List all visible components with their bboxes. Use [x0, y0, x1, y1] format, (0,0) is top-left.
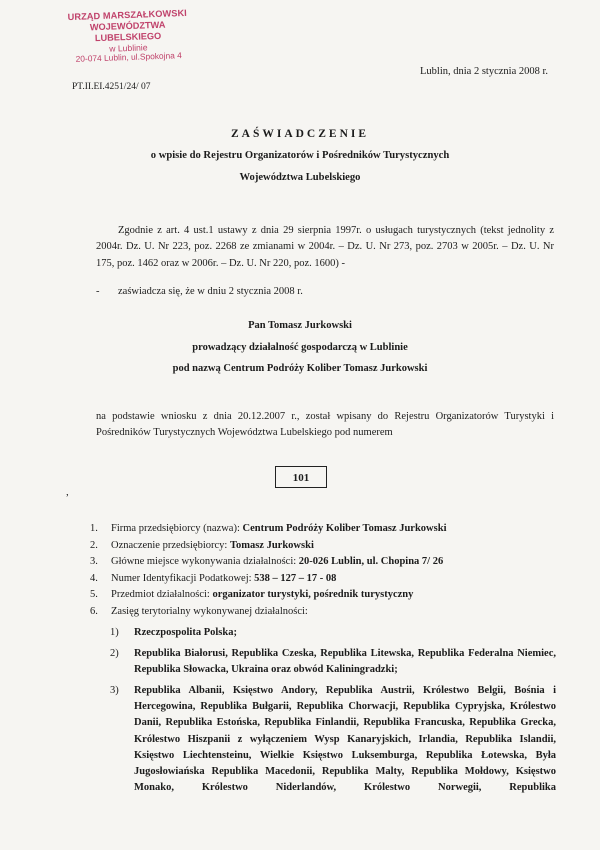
item-label: Główne miejsce wykonywania działalności:: [111, 556, 299, 567]
list-item: [90, 571, 560, 588]
person-activity: prowadzący działalność gospodarczą w Lublinie: [192, 342, 408, 353]
stamp-line-3: w Lublinie: [109, 41, 148, 54]
stamp-line-2: WOJEWÓDZTWA LUBELSKIEGO: [89, 19, 166, 43]
item-value: organizator turystyki, pośrednik turystyczny: [212, 589, 414, 600]
registration-paragraph: na podstawie wniosku z dnia 20.12.2007 r., został wpisany do Rejestru Organizatorów Turystyki i Pośredników Turystycznych Województwa Lubelskiego pod numerem: [96, 411, 554, 439]
document-subtitle-region: Województwa Lubelskiego: [239, 172, 361, 183]
item-number: 3.: [90, 556, 98, 567]
stray-mark: ,: [66, 486, 69, 498]
item-value: Tomasz Jurkowski: [229, 539, 314, 551]
register-number-box: 101: [275, 466, 327, 488]
item-label: Zasięg terytorialny wykonywanej działalności:: [111, 605, 308, 617]
document-date: Lublin, dnia 2 stycznia 2008 r.: [420, 66, 549, 77]
list-item: [90, 538, 560, 555]
person-company: pod nazwą Centrum Podróży Koliber Tomasz Jurkowski: [172, 363, 428, 374]
reference-number: PT.II.EI.4251/24/ 07: [72, 82, 151, 92]
details-list: [90, 521, 560, 620]
item-value: Centrum Podróży Koliber Tomasz Jurkowski: [242, 523, 447, 534]
item-value: 538 – 127 – 17 - 08: [254, 572, 337, 584]
scope-text: Republika Albanii, Księstwo Andory, Republika Austrii, Królestwo Belgii, Bośnia i Hercegowina, Republika Bułgarii, Republika Chorwacji, Republika Cypryjska, Królestwo Danii, Republika Estońska, Republika Finlandii, Republika Francuska, Republika Grecka, Królestwo Hiszpanii z wyłączeniem Wysp Kanaryjskich, Irlandia, Republika Islandii, Księstwo Liechtensteinu, Wielkie Księstwo Luksemburga, Republika Łotewska, Była Jugosłowiańska Republika Macedonii, Republika Malty, Republika Mołdowy, Księstwo Monako, Królestwo Niderlandów, Królestwo Norwegii, Republika: [134, 685, 556, 793]
item-number: 4.: [90, 572, 98, 584]
item-number: 6.: [90, 605, 98, 617]
list-item: [90, 604, 560, 621]
scope-number: 2): [110, 648, 119, 660]
item-label: Przedmiot działalności:: [111, 589, 213, 600]
scope-item: [110, 683, 556, 796]
scope-item: [110, 625, 556, 641]
list-item: [90, 554, 560, 571]
list-item: [90, 521, 560, 538]
document-subtitle: o wpisie do Rejestru Organizatorów i Pośredników Turystycznych: [150, 150, 450, 161]
item-number: 1.: [90, 523, 98, 534]
item-label: Firma przedsiębiorcy (nazwa):: [111, 523, 243, 534]
stamp-line-4: 20-074 Lublin, ul.Spokojna 4: [75, 49, 182, 64]
scope-item: [110, 646, 556, 678]
document-title: ZAŚWIADCZENIE: [230, 128, 370, 140]
item-label: Numer Identyfikacji Podatkowej:: [111, 572, 255, 584]
scope-number: 3): [110, 685, 119, 697]
territorial-scope-list: [110, 625, 556, 801]
item-number: 2.: [90, 539, 98, 551]
legal-basis-paragraph: Zgodnie z art. 4 ust.1 ustawy z dnia 29 sierpnia 1997r. o usługach turystycznych (tekst jednolity z 2004r. Dz. U. Nr 223, poz. 2268 ze zmianami w 2004r. – Dz. U. Nr 273, poz. 2703 w 2005r. – Dz. U. Nr 175, poz. 1462 oraz w 2006r. – Dz. U. Nr 220, poz. 1600) -: [96, 225, 554, 269]
certification-text: zaświadcza się, że w dniu 2 stycznia 2008 r.: [118, 286, 303, 297]
item-value: 20-026 Lublin, ul. Chopina 7/ 26: [298, 556, 444, 567]
scope-text: Rzeczpospolita Polska;: [134, 627, 237, 638]
dash-marker: -: [96, 286, 100, 297]
certification-line: [96, 284, 554, 300]
list-item: [90, 587, 560, 604]
scope-text: Republika Białorusi, Republika Czeska, Republika Litewska, Republika Federalna Niemiec, Republika Słowacka, Ukraina oraz obwód Kaliningradzki;: [134, 648, 556, 676]
scope-number: 1): [110, 627, 119, 638]
item-label: Oznaczenie przedsiębiorcy:: [111, 539, 230, 551]
person-name: Pan Tomasz Jurkowski: [248, 320, 352, 331]
office-stamp: [57, 8, 199, 65]
item-number: 5.: [90, 589, 98, 600]
stamp-line-1: URZĄD MARSZAŁKOWSKI: [67, 7, 188, 23]
